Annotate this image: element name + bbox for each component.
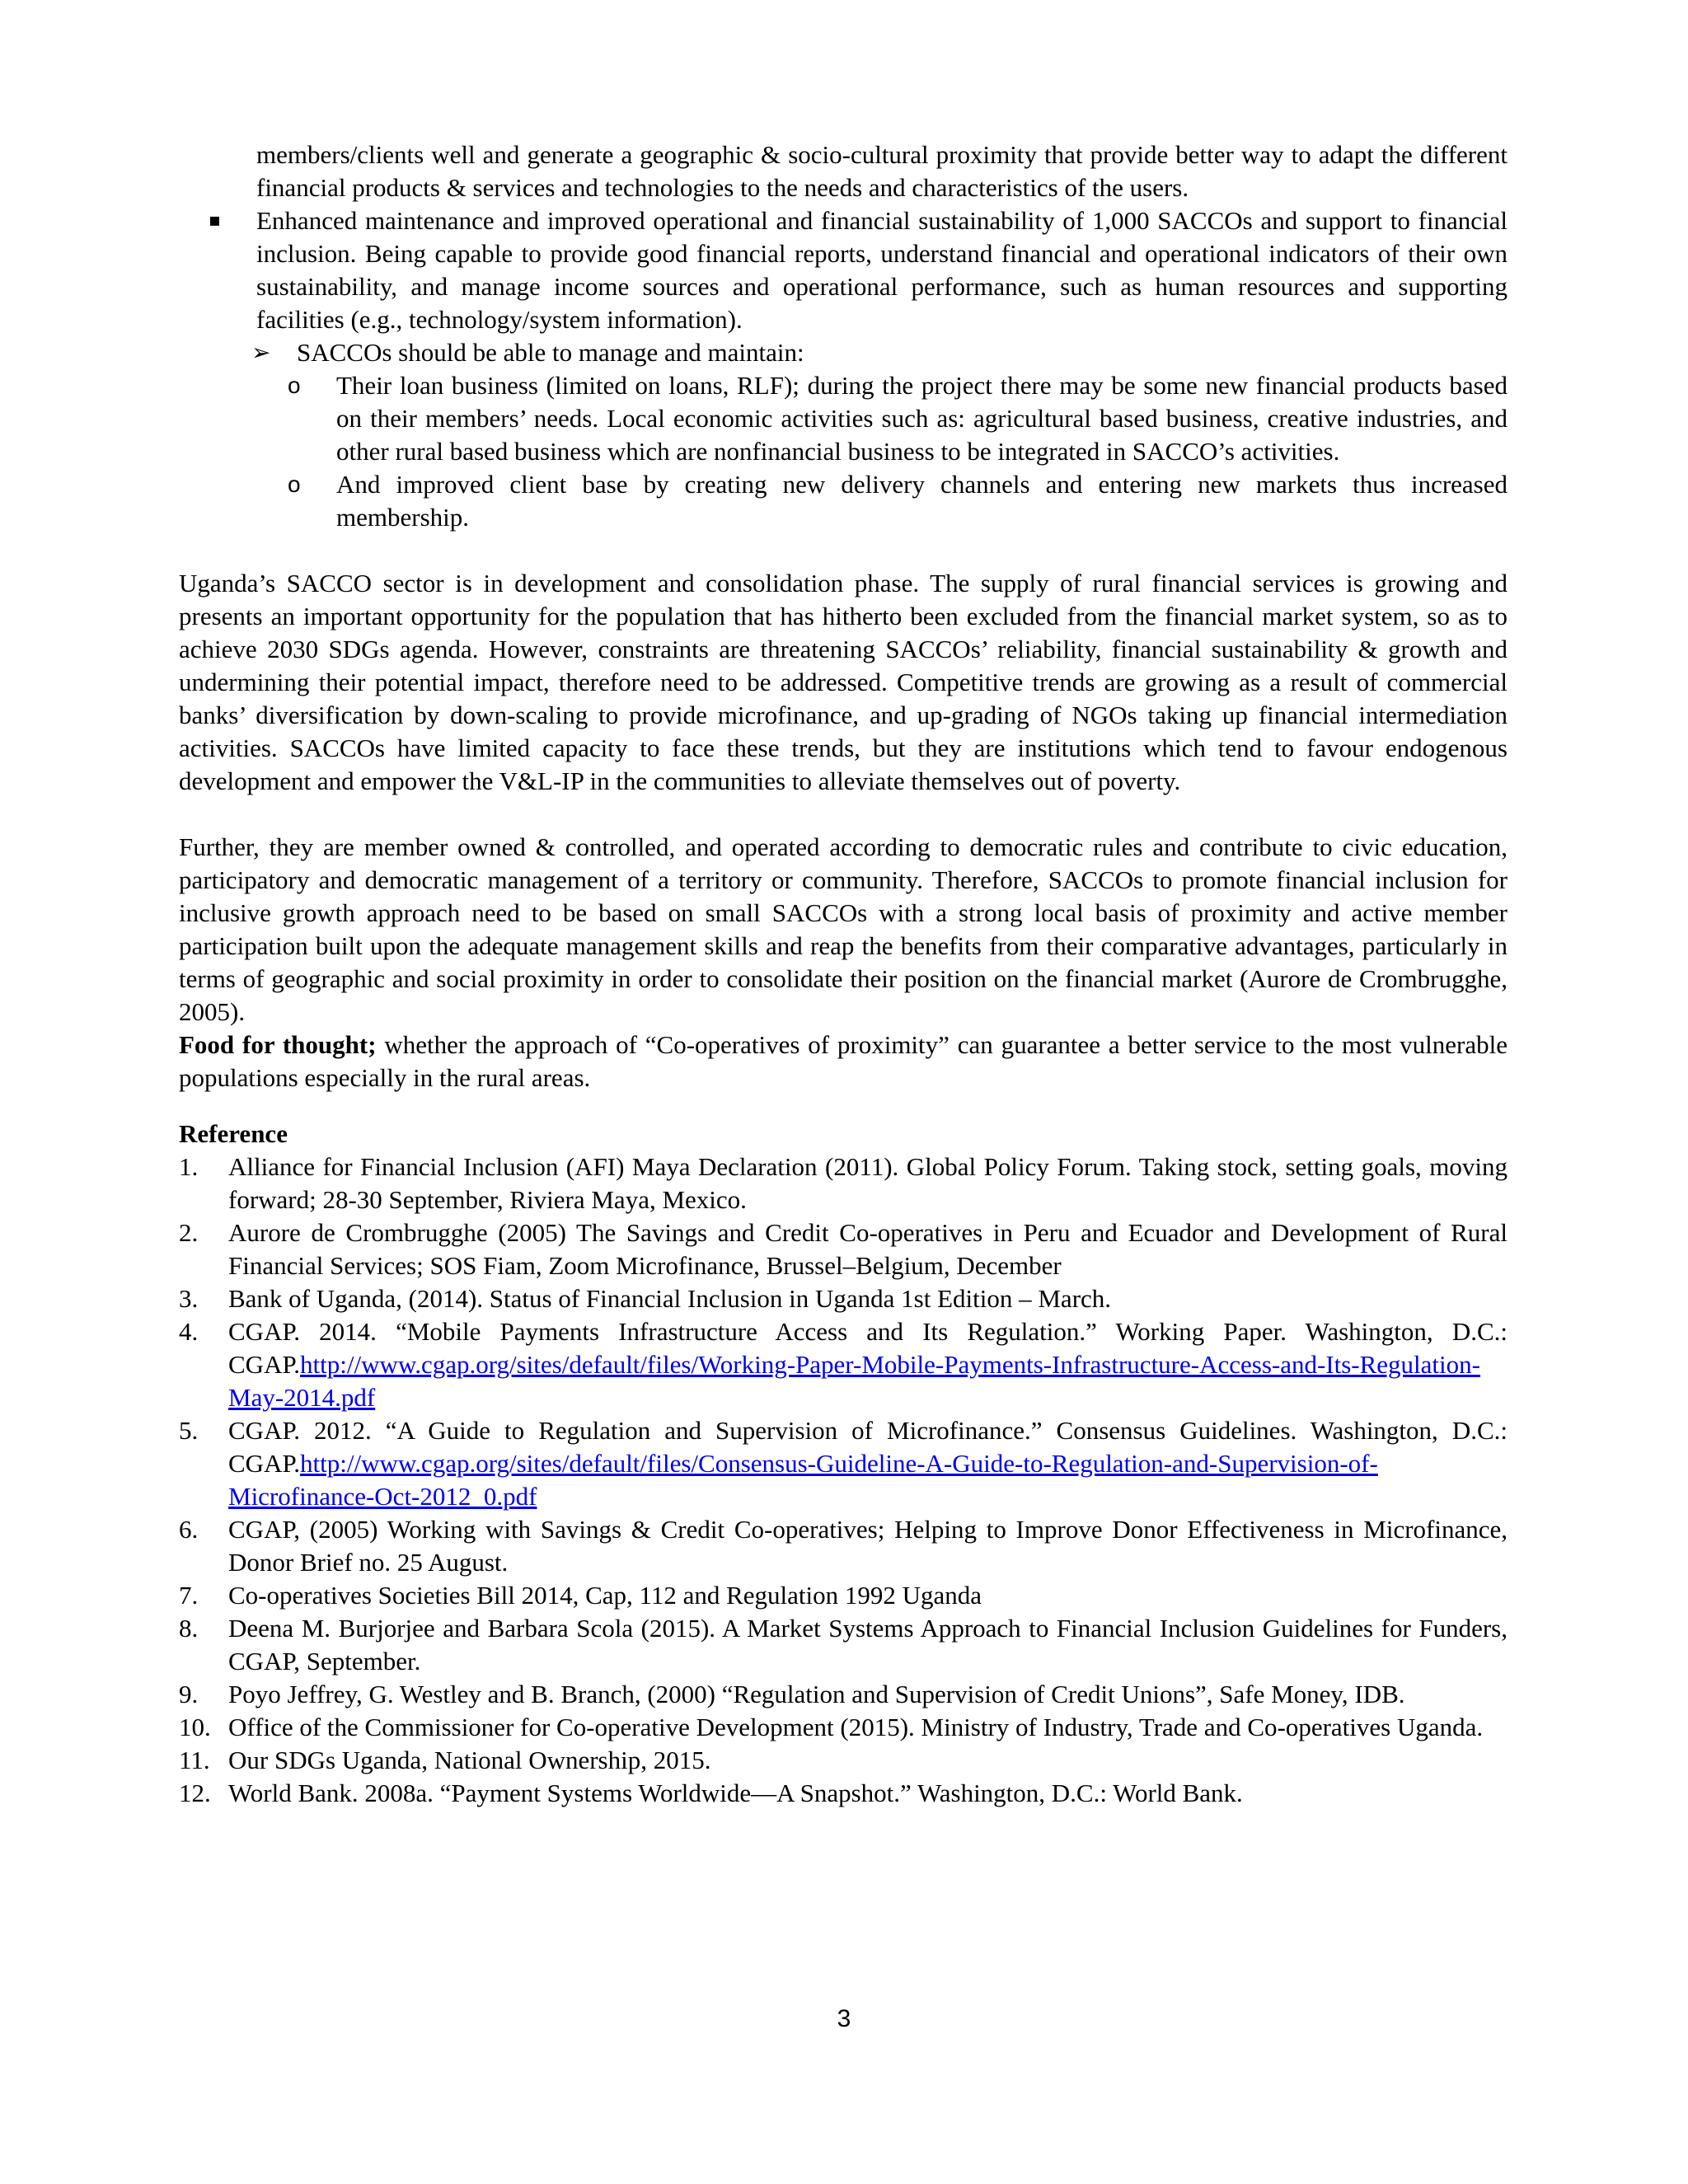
body-paragraph: Further, they are member owned & controlled, and operated according to democratic rules and contribute to civic education, participatory and democratic management of a territory or community. Therefore, SACCOs to promote financial inclusion for inclusive growth approach need to be based on small SACCOs with a strong local basis of proximity and active member participation built upon the adequate management skills and reap the benefits from their comparative advantages, particularly in terms of geographic and social proximity in order to consolidate their position on the financial market (Aurore de Crombrugghe, 2005). (179, 832, 1507, 1026)
references-list (179, 1151, 1507, 1810)
reference-number: 5. (179, 1416, 199, 1445)
circle-bullet-icon: o (288, 471, 301, 497)
reference-item (179, 1216, 1507, 1282)
reference-number: 4. (179, 1317, 199, 1346)
reference-item (179, 1744, 1507, 1777)
reference-text: Office of the Commissioner for Co-operative Development (2015). Ministry of Industry, Trade and Co-operatives Uganda. (228, 1713, 1484, 1741)
bullet-item (179, 204, 1507, 336)
arrow-bullet-icon: ➢ (251, 339, 271, 366)
square-bullet-icon: ▪ (209, 210, 221, 231)
sub-list-item (179, 468, 1507, 534)
sub-list-item-text: Their loan business (limited on loans, RLF); during the project there may be some new financial products based on their members’ needs. Local economic activities such as: agricultural based business, creative industries, and other rural based business which are nonfinancial business to be integrated in SACCO’s activities. (336, 371, 1507, 466)
reference-text: Deena M. Burjorjee and Barbara Scola (2015). A Market Systems Approach to Financial Inclusion Guidelines for Funders, CGAP, September. (228, 1614, 1507, 1675)
food-for-thought (179, 1029, 1507, 1094)
reference-text: World Bank. 2008a. “Payment Systems Worldwide—A Snapshot.” Washington, D.C.: World Bank. (228, 1779, 1243, 1807)
reference-number: 6. (179, 1515, 199, 1544)
arrow-item (179, 336, 1507, 369)
reference-text: Poyo Jeffrey, G. Westley and B. Branch, (2000) “Regulation and Supervision of Credit Unions”, Safe Money, IDB. (228, 1680, 1405, 1708)
page-number: 3 (837, 2005, 851, 2032)
reference-link[interactable]: http://www.cgap.org/sites/default/files/Working-Paper-Mobile-Payments-Infrastructure-Access-and-Its-Regulation-May-2014.pdf (228, 1350, 1480, 1412)
document-page (179, 138, 1507, 1810)
reference-link[interactable]: http://www.cgap.org/sites/default/files/Consensus-Guideline-A-Guide-to-Regulation-and-Supervision-of-Microfinance-Oct-2012_0.pdf (228, 1449, 1378, 1511)
reference-number: 7. (179, 1581, 199, 1610)
reference-item (179, 1678, 1507, 1711)
reference-item (179, 1282, 1507, 1315)
reference-item (179, 1579, 1507, 1612)
reference-number: 10. (179, 1713, 211, 1741)
circle-bullet-icon: o (288, 373, 301, 398)
reference-text: Our SDGs Uganda, National Ownership, 2015. (228, 1746, 711, 1774)
food-for-thought-label: Food for thought; (179, 1030, 377, 1059)
reference-text: CGAP. 2014. “Mobile Payments Infrastructure Access and Its Regulation.” Working Paper. Washington, D.C.: CGAP. (228, 1317, 1507, 1379)
reference-item (179, 1612, 1507, 1678)
sub-list-item (179, 369, 1507, 468)
reference-item (179, 1414, 1507, 1513)
reference-item (179, 1711, 1507, 1744)
reference-item (179, 1513, 1507, 1579)
reference-number: 11. (179, 1746, 210, 1774)
continuation-text: members/clients well and generate a geographic & socio-cultural proximity that provide better way to adapt the different financial products & services and technologies to the needs and characteristics of the users. (256, 140, 1507, 202)
reference-number: 2. (179, 1218, 199, 1247)
references-heading: Reference (179, 1119, 288, 1148)
reference-number: 9. (179, 1680, 199, 1708)
bullet-text: Enhanced maintenance and improved operational and financial sustainability of 1,000 SACCOs and support to financial inclusion. Being capable to provide good financial reports, understand financial and operational indicators of their own sustainability, and manage income sources and operational performance, such as human resources and supporting facilities (e.g., technology/system information). (256, 206, 1507, 334)
reference-text: Alliance for Financial Inclusion (AFI) Maya Declaration (2011). Global Policy Forum. Taking stock, setting goals, moving forward; 28-30 September, Riviera Maya, Mexico. (228, 1152, 1507, 1214)
reference-text: Bank of Uganda, (2014). Status of Financial Inclusion in Uganda 1st Edition – March. (228, 1284, 1112, 1313)
reference-number: 3. (179, 1284, 199, 1313)
sub-list-item-text: And improved client base by creating new delivery channels and entering new markets thus increased membership. (336, 470, 1507, 532)
body-paragraph: Uganda’s SACCO sector is in development and consolidation phase. The supply of rural financial services is growing and presents an important opportunity for the population that has hitherto been excluded from the financial market system, so as to achieve 2030 SDGs agenda. However, constraints are threatening SACCOs’ reliability, financial sustainability & growth and undermining their potential impact, therefore need to be addressed. Competitive trends are growing as a result of commercial banks’ diversification by down-scaling to provide microfinance, and up-grading of NGOs taking up financial intermediation activities. SACCOs have limited capacity to face these trends, but they are institutions which tend to favour endogenous development and empower the V&L-IP in the communities to alleviate themselves out of poverty. (179, 569, 1507, 795)
reference-number: 8. (179, 1614, 199, 1643)
food-for-thought-text: whether the approach of “Co-operatives of proximity” can guarantee a better service to the most vulnerable populations especially in the rural areas. (179, 1030, 1507, 1092)
arrow-item-text: SACCOs should be able to manage and maintain: (297, 338, 804, 367)
reference-item (179, 1777, 1507, 1810)
reference-item (179, 1151, 1507, 1216)
reference-item (179, 1315, 1507, 1414)
reference-number: 1. (179, 1152, 199, 1181)
reference-text: CGAP, (2005) Working with Savings & Credit Co-operatives; Helping to Improve Donor Effectiveness in Microfinance, Donor Brief no. 25 August. (228, 1515, 1507, 1577)
reference-text: Co-operatives Societies Bill 2014, Cap, 112 and Regulation 1992 Uganda (228, 1581, 982, 1610)
reference-number: 12. (179, 1779, 211, 1807)
reference-text: Aurore de Crombrugghe (2005) The Savings and Credit Co-operatives in Peru and Ecuador and Development of Rural Financial Services; SOS Fiam, Zoom Microfinance, Brussel–Belgium, December (228, 1218, 1507, 1280)
reference-text: CGAP. 2012. “A Guide to Regulation and Supervision of Microfinance.” Consensus Guidelines. Washington, D.C.: CGAP. (228, 1416, 1507, 1478)
